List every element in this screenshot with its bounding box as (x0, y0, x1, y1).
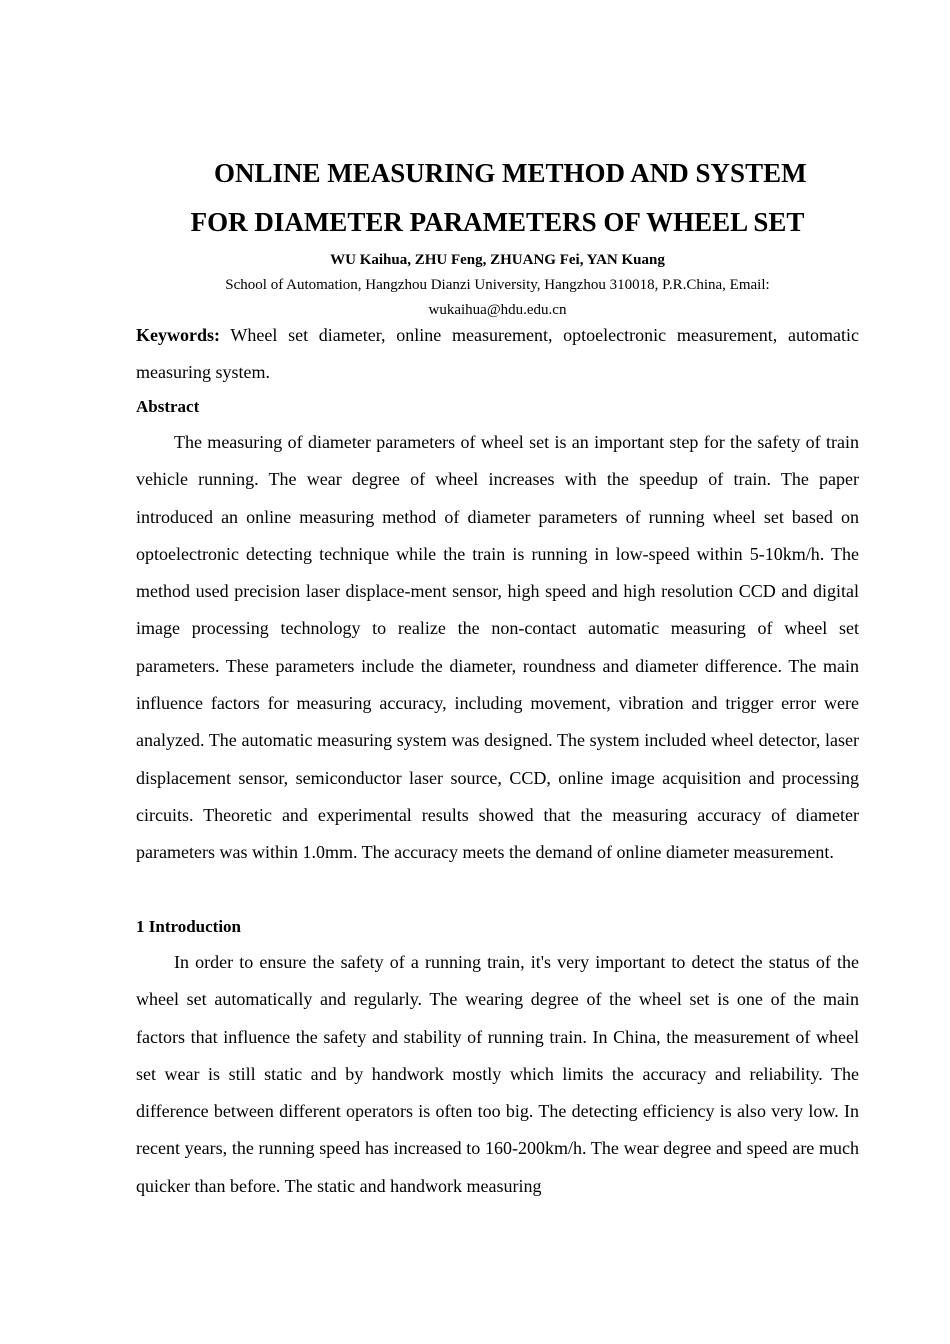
keywords-paragraph (136, 317, 859, 392)
paper-title-line-2: FOR DIAMETER PARAMETERS OF WHEEL SET (190, 207, 805, 237)
keywords-label: Keywords: (136, 325, 220, 345)
keywords-text: Wheel set diameter, online measurement, optoelectronic measurement, automatic measuring system. (136, 325, 859, 383)
author-email: wukaihua@hdu.edu.cn (428, 302, 567, 318)
paper-title-line-1: ONLINE MEASURING METHOD AND SYSTEM (214, 158, 807, 188)
introduction-heading: 1 Introduction (136, 917, 242, 936)
affiliation: School of Automation, Hangzhou Dianzi University, Hangzhou 310018, P.R.China, Email: (225, 277, 770, 293)
abstract-text: The measuring of diameter parameters of wheel set is an important step for the safety of train vehicle running. The wear degree of wheel increases with the speedup of train. The paper introduced an online measuring method of diameter parameters of running wheel set based on optoelectronic detecting technique while the train is running in low-speed within 5-10km/h. The method used precision laser displace-ment sensor, high speed and high resolution CCD and digital image processing technology to realize the non-contact automatic measuring of wheel set parameters. These parameters include the diameter, roundness and diameter difference. The main influence factors for measuring accuracy, including movement, vibration and trigger error were analyzed. The automatic measuring system was designed. The system included wheel detector, laser displacement sensor, semiconductor laser source, CCD, online image acquisition and processing circuits. Theoretic and experimental results showed that the measuring accuracy of diameter parameters was within 1.0mm. The accuracy meets the demand of online diameter measurement. (136, 432, 859, 863)
abstract-heading: Abstract (136, 397, 200, 416)
introduction-text: In order to ensure the safety of a running train, it's very important to detect the status of the wheel set automatically and regularly. The wearing degree of the wheel set is one of the main factors that influence the safety and stability of running train. In China, the measurement of wheel set wear is still static and by handwork mostly which limits the accuracy and reliability. The difference between different operators is often too big. The detecting efficiency is also very low. In recent years, the running speed has increased to 160-200km/h. The wear degree and speed are much quicker than before. The static and handwork measuring (136, 952, 859, 1196)
author-list: WU Kaihua, ZHU Feng, ZHUANG Fei, YAN Kuang (330, 252, 665, 268)
